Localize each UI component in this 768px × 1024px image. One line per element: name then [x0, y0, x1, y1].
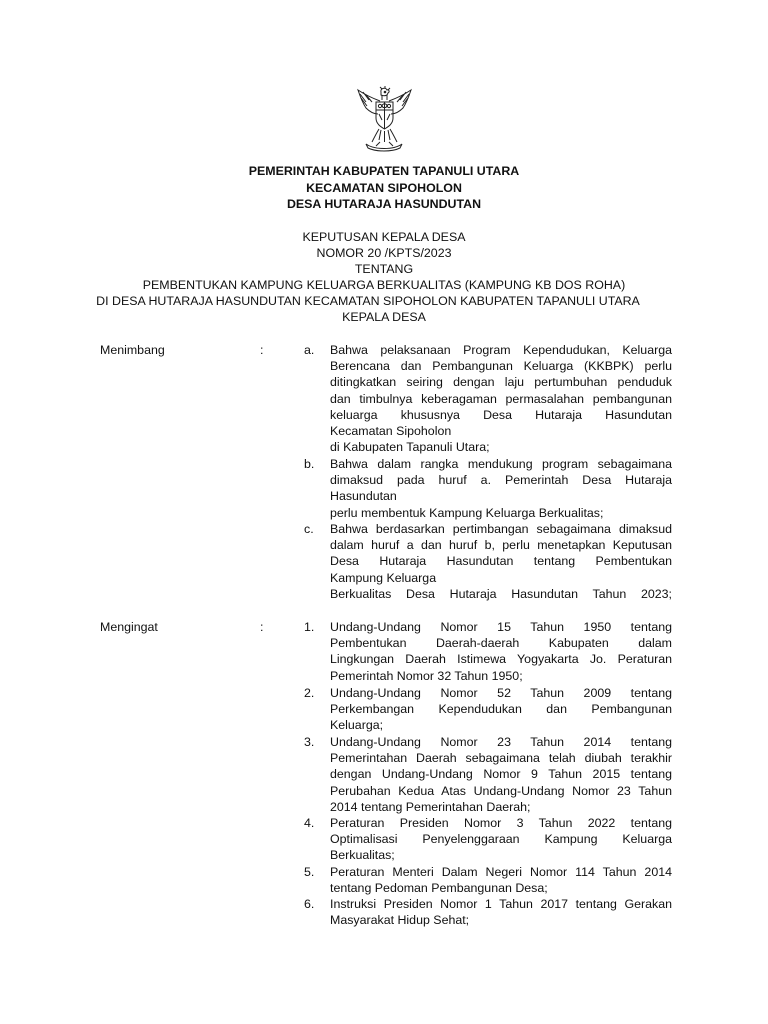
- item-line: Bahwa berdasarkan pertimbangan sebagaimana dimaksud: [330, 522, 672, 536]
- item-line: dan timbulnya keberagaman permasalahan pembangunan: [330, 391, 672, 406]
- item-line: Masyarakat Hidup Sehat;: [330, 913, 470, 928]
- decree-subject-line2: DI DESA HUTARAJA HASUNDUTAN KECAMATAN SIPOHOLON KABUPATEN TAPANULI UTARA: [96, 294, 640, 308]
- decree-title: KEPUTUSAN KEPALA DESA: [302, 230, 466, 244]
- decree-authority: KEPALA DESA: [342, 310, 426, 324]
- item-marker: a.: [304, 343, 315, 357]
- menimbang-colon: :: [260, 343, 264, 357]
- item-line: Peraturan Presiden Nomor 3 Tahun 2022 tentang: [330, 816, 672, 830]
- item-line: dalam huruf a dan huruf b, perlu menetapkan Keputusan: [330, 538, 672, 553]
- item-line: dengan Undang-Undang Nomor 9 Tahun 2015 tentang: [330, 767, 672, 782]
- item-line: Undang-Undang Nomor 52 Tahun 2009 tentang: [330, 686, 672, 700]
- item-line: Berencana dan Pembangunan Keluarga (KKBPK) perlu: [330, 359, 672, 374]
- item-line: Lingkungan Daerah Istimewa Yogyakarta Jo. Peraturan: [330, 652, 672, 667]
- item-line: Undang-Undang Nomor 15 Tahun 1950 tentang: [330, 620, 672, 634]
- item-line: Bahwa dalam rangka mendukung program sebagaimana: [330, 457, 672, 471]
- menimbang-label: Menimbang: [100, 343, 165, 357]
- item-line: Peraturan Menteri Dalam Negeri Nomor 114 Tahun 2014: [330, 865, 672, 879]
- item-line: 2014 tentang Pemerintahan Daerah;: [330, 799, 531, 814]
- item-line: Bahwa pelaksanaan Program Kependudukan, Keluarga: [330, 343, 672, 357]
- decree-about: TENTANG: [354, 262, 414, 276]
- item-marker: 3.: [304, 735, 315, 749]
- item-line: Berkualitas;: [330, 848, 395, 863]
- item-line: Berkualitas Desa Hutaraja Hasundutan Tahun 2023;: [330, 586, 672, 601]
- mengingat-colon: :: [260, 620, 264, 634]
- item-line: Pemerintahan Daerah sebagaimana telah diubah terakhir: [330, 751, 672, 766]
- decree-subject-line1: PEMBENTUKAN KAMPUNG KELUARGA BERKUALITAS (KAMPUNG KB DOS ROHA): [142, 278, 626, 292]
- item-line: Instruksi Presiden Nomor 1 Tahun 2017 tentang Gerakan: [330, 897, 672, 911]
- garuda-emblem-icon: [352, 86, 416, 152]
- item-marker: 4.: [304, 816, 315, 830]
- item-line: ditingkatkan seiring dengan laju pertumbuhan penduduk: [330, 375, 672, 390]
- item-line: perlu membentuk Kampung Keluarga Berkualitas;: [330, 505, 604, 520]
- item-line: Pembentukan Daerah-daerah Kabupaten dalam: [330, 636, 672, 651]
- item-line: Perubahan Kedua Atas Undang-Undang Nomor 23 Tahun: [330, 783, 672, 798]
- item-line: Perkembangan Kependudukan dan Pembangunan: [330, 702, 672, 717]
- mengingat-label: Mengingat: [100, 620, 158, 634]
- item-marker: 5.: [304, 865, 315, 879]
- item-line: Undang-Undang Nomor 23 Tahun 2014 tentang: [330, 735, 672, 749]
- item-marker: 2.: [304, 686, 315, 700]
- item-marker: 6.: [304, 897, 315, 911]
- item-line: Pemerintah Nomor 32 Tahun 1950;: [330, 668, 523, 683]
- item-line: keluarga khususnya Desa Hutaraja Hasundutan: [330, 407, 672, 422]
- item-line: Kampung Keluarga: [330, 570, 437, 585]
- item-marker: 1.: [304, 620, 315, 634]
- item-marker: b.: [304, 457, 315, 471]
- decree-number: NOMOR 20 /KPTS/2023: [316, 246, 452, 260]
- item-line: Kecamatan Sipoholon: [330, 423, 452, 438]
- header-government: PEMERINTAH KABUPATEN TAPANULI UTARA: [248, 164, 520, 178]
- item-line: Keluarga;: [330, 718, 384, 733]
- item-line: Hasundutan: [330, 489, 397, 504]
- item-line: dimaksud pada huruf a. Pemerintah Desa Hutaraja: [330, 473, 672, 488]
- item-line: di Kabupaten Tapanuli Utara;: [330, 440, 490, 455]
- header-village: DESA HUTARAJA HASUNDUTAN: [286, 197, 482, 211]
- item-line: Desa Hutaraja Hasundutan tentang Pembentukan: [330, 554, 672, 569]
- item-line: Optimalisasi Penyelenggaraan Kampung Keluarga: [330, 832, 672, 847]
- item-line: tentang Pedoman Pembangunan Desa;: [330, 881, 548, 896]
- item-marker: c.: [304, 522, 314, 536]
- header-district: KECAMATAN SIPOHOLON: [306, 181, 462, 195]
